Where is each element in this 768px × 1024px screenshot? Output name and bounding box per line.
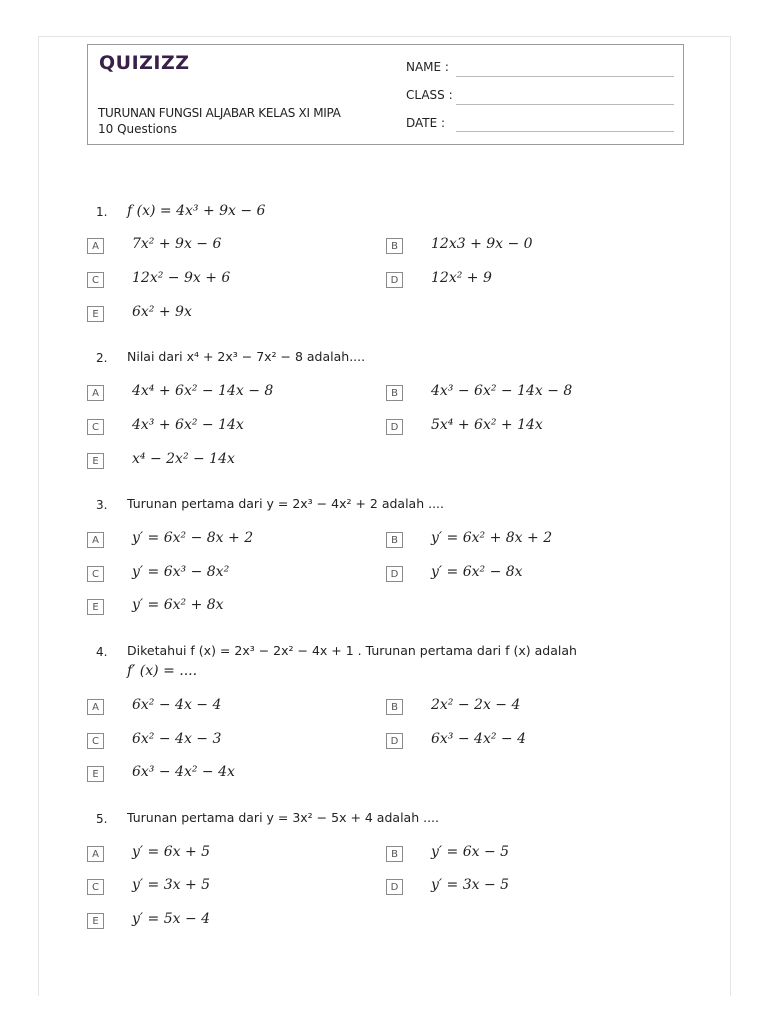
- option-c[interactable]: [87, 270, 377, 292]
- option-text: 5x⁴ + 6x² + 14x: [431, 417, 543, 433]
- option-e[interactable]: [87, 764, 377, 786]
- option-b[interactable]: [386, 383, 676, 405]
- option-d[interactable]: [386, 270, 676, 292]
- option-c[interactable]: [87, 877, 377, 899]
- option-letter: A: [87, 532, 104, 548]
- option-letter: C: [87, 733, 104, 749]
- option-b[interactable]: [386, 530, 676, 552]
- question-4: [39, 637, 732, 683]
- option-letter: A: [87, 238, 104, 254]
- option-text: y′ = 6x² + 8x: [132, 597, 224, 613]
- option-letter: E: [87, 599, 104, 615]
- question-2: [39, 343, 732, 373]
- option-letter: C: [87, 879, 104, 895]
- option-text: 6x³ − 4x² − 4: [431, 731, 526, 747]
- option-text: 4x³ − 6x² − 14x − 8: [431, 383, 573, 399]
- option-d[interactable]: [386, 731, 676, 753]
- option-d[interactable]: [386, 877, 676, 899]
- name-line: [456, 76, 674, 77]
- name-label: NAME :: [406, 60, 449, 74]
- option-text: y′ = 6x − 5: [431, 844, 510, 860]
- option-a[interactable]: [87, 844, 377, 866]
- option-letter: C: [87, 566, 104, 582]
- option-letter: A: [87, 699, 104, 715]
- option-letter: D: [386, 733, 403, 749]
- option-letter: E: [87, 913, 104, 929]
- option-letter: B: [386, 699, 403, 715]
- question-text-line2: f′ (x) = ....: [127, 663, 198, 679]
- question-number: 5.: [96, 812, 108, 826]
- question-text: Turunan pertama dari y = 2x³ − 4x² + 2 adalah ....: [127, 496, 444, 511]
- question-number: 1.: [96, 205, 108, 219]
- class-label: CLASS :: [406, 88, 453, 102]
- option-letter: C: [87, 272, 104, 288]
- option-text: 6x² − 4x − 3: [132, 731, 222, 747]
- option-text: y′ = 6x² − 8x + 2: [132, 530, 254, 546]
- option-text: 6x² − 4x − 4: [132, 697, 222, 713]
- option-letter: D: [386, 419, 403, 435]
- option-letter: A: [87, 846, 104, 862]
- option-letter: D: [386, 879, 403, 895]
- worksheet-page: [38, 36, 731, 996]
- option-letter: E: [87, 453, 104, 469]
- option-letter: D: [386, 272, 403, 288]
- option-c[interactable]: [87, 417, 377, 439]
- option-a[interactable]: [87, 697, 377, 719]
- option-text: 6x² + 9x: [132, 304, 192, 320]
- question-text: Nilai dari x⁴ + 2x³ − 7x² − 8 adalah....: [127, 349, 366, 364]
- option-letter: B: [386, 846, 403, 862]
- option-b[interactable]: [386, 236, 676, 258]
- option-text: y′ = 3x + 5: [132, 877, 211, 893]
- worksheet-header: [87, 44, 684, 145]
- question-number: 3.: [96, 498, 108, 512]
- option-c[interactable]: [87, 731, 377, 753]
- option-e[interactable]: [87, 911, 377, 933]
- option-text: y′ = 6x + 5: [132, 844, 211, 860]
- question-text: Diketahui f (x) = 2x³ − 2x² − 4x + 1 . Turunan pertama dari f (x) adalah: [127, 643, 577, 658]
- quizizz-logo: QUIZIZZ: [99, 52, 190, 74]
- option-a[interactable]: [87, 530, 377, 552]
- question-5: [39, 804, 732, 834]
- option-d[interactable]: [386, 564, 676, 586]
- option-e[interactable]: [87, 451, 377, 473]
- option-letter: D: [386, 566, 403, 582]
- option-text: 12x3 + 9x − 0: [431, 236, 533, 252]
- option-text: 12x² − 9x + 6: [132, 270, 231, 286]
- option-letter: E: [87, 766, 104, 782]
- class-line: [456, 104, 674, 105]
- option-e[interactable]: [87, 597, 377, 619]
- option-a[interactable]: [87, 236, 377, 258]
- worksheet-title: TURUNAN FUNGSI ALJABAR KELAS XI MIPA: [98, 106, 341, 120]
- option-text: y′ = 5x − 4: [132, 911, 211, 927]
- option-letter: C: [87, 419, 104, 435]
- option-text: y′ = 6x³ − 8x²: [132, 564, 230, 580]
- option-a[interactable]: [87, 383, 377, 405]
- option-text: y′ = 6x² + 8x + 2: [431, 530, 553, 546]
- date-label: DATE :: [406, 116, 446, 130]
- option-letter: B: [386, 532, 403, 548]
- option-c[interactable]: [87, 564, 377, 586]
- question-1: [39, 197, 732, 227]
- option-text: 2x² − 2x − 4: [431, 697, 521, 713]
- option-b[interactable]: [386, 844, 676, 866]
- option-letter: A: [87, 385, 104, 401]
- option-letter: B: [386, 385, 403, 401]
- option-text: 6x³ − 4x² − 4x: [132, 764, 235, 780]
- option-text: 4x³ + 6x² − 14x: [132, 417, 244, 433]
- option-letter: B: [386, 238, 403, 254]
- option-text: y′ = 6x² − 8x: [431, 564, 523, 580]
- question-count: 10 Questions: [98, 122, 178, 136]
- option-d[interactable]: [386, 417, 676, 439]
- question-text: f (x) = 4x³ + 9x − 6: [127, 203, 266, 219]
- option-text: x⁴ − 2x² − 14x: [132, 451, 235, 467]
- question-number: 2.: [96, 351, 108, 365]
- option-b[interactable]: [386, 697, 676, 719]
- option-text: 12x² + 9: [431, 270, 492, 286]
- question-3: [39, 490, 732, 520]
- option-e[interactable]: [87, 304, 377, 326]
- date-line: [456, 131, 674, 132]
- option-text: y′ = 3x − 5: [431, 877, 510, 893]
- option-text: 7x² + 9x − 6: [132, 236, 222, 252]
- question-number: 4.: [96, 645, 108, 659]
- option-letter: E: [87, 306, 104, 322]
- option-text: 4x⁴ + 6x² − 14x − 8: [132, 383, 274, 399]
- question-text: Turunan pertama dari y = 3x² − 5x + 4 adalah ....: [127, 810, 439, 825]
